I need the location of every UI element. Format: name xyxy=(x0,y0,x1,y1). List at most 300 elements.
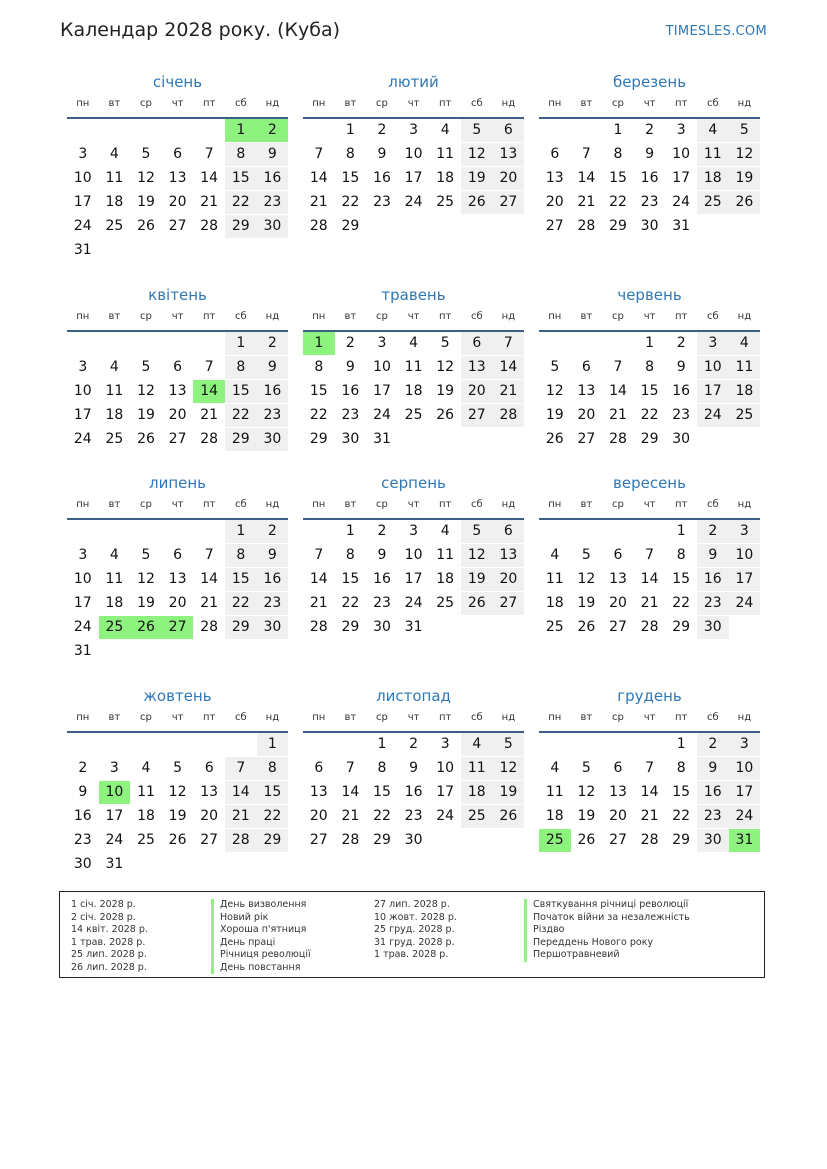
day-cell: 12 xyxy=(137,170,155,186)
legend-date: 25 лип. 2028 р. xyxy=(71,949,147,960)
day-cell: 4 xyxy=(109,547,119,563)
day-cell: 20 xyxy=(168,407,187,423)
weekday-label: нд xyxy=(501,712,516,723)
day-cell: 4 xyxy=(550,760,560,776)
legend-date: 10 жовт. 2028 р. xyxy=(374,911,457,923)
day-cell: 20 xyxy=(493,568,525,591)
day-cell: 18 xyxy=(105,595,124,611)
weekday-label: пн xyxy=(548,311,562,322)
day-cell: 17 xyxy=(697,380,729,403)
day-cell: 17 xyxy=(404,571,423,587)
day-cell: 12 xyxy=(461,143,493,166)
day-cell: 28 xyxy=(309,218,328,234)
day-cell: 16 xyxy=(672,383,691,399)
day-cell: 18 xyxy=(105,194,124,210)
day-cell: 10 xyxy=(436,760,455,776)
holiday-day-cell: 14 xyxy=(193,380,225,403)
brand-logo-text[interactable]: TIMESLES.COM xyxy=(665,24,767,39)
weekday-label: вт xyxy=(344,98,357,109)
day-cell: 1 xyxy=(225,332,257,355)
day-cell: 16 xyxy=(404,784,423,800)
day-cell: 4 xyxy=(141,760,151,776)
weekday-label: вт xyxy=(580,98,593,109)
day-cell: 26 xyxy=(577,832,596,848)
day-cell: 30 xyxy=(640,218,659,234)
day-cell: 29 xyxy=(373,832,391,848)
weekday-label: сб xyxy=(234,98,247,109)
day-cell: 11 xyxy=(105,383,124,399)
day-cell: 29 xyxy=(640,431,659,447)
weekday-label: сб xyxy=(470,98,483,109)
day-cell: 7 xyxy=(314,146,324,162)
day-cell: 14 xyxy=(225,781,257,804)
day-cell: 29 xyxy=(341,218,360,234)
weekday-label: ср xyxy=(612,98,624,109)
day-cell: 9 xyxy=(257,143,289,166)
day-cell: 20 xyxy=(609,595,627,611)
day-cell: 28 xyxy=(341,832,360,848)
weekday-label: чт xyxy=(643,712,656,723)
day-cell: 22 xyxy=(225,191,257,214)
legend-holiday-name: День повстання xyxy=(211,962,311,975)
day-cell: 9 xyxy=(345,359,355,375)
day-cell: 23 xyxy=(257,404,289,427)
day-cell: 27 xyxy=(461,404,493,427)
day-cell: 25 xyxy=(137,832,155,848)
day-cell: 22 xyxy=(225,404,257,427)
legend-names-right xyxy=(524,899,690,962)
weekday-label: ср xyxy=(140,712,152,723)
day-cell: 27 xyxy=(577,431,596,447)
day-cell: 5 xyxy=(141,146,151,162)
day-cell: 5 xyxy=(141,359,151,375)
day-cell: 19 xyxy=(436,383,455,399)
month-name: червень xyxy=(617,286,682,304)
month-name: квітень xyxy=(148,286,207,304)
day-cell: 1 xyxy=(613,122,623,138)
weekday-label: нд xyxy=(737,98,752,109)
day-cell: 24 xyxy=(73,218,92,234)
weekday-label: вт xyxy=(580,499,593,510)
weekday-label: нд xyxy=(265,311,280,322)
day-cell: 6 xyxy=(581,359,591,375)
day-cell: 11 xyxy=(105,170,124,186)
day-cell: 21 xyxy=(225,805,257,828)
day-cell: 19 xyxy=(545,407,564,423)
day-cell: 21 xyxy=(309,595,328,611)
day-cell: 22 xyxy=(373,808,391,824)
legend-holiday-name: Різдво xyxy=(524,924,690,937)
day-cell: 5 xyxy=(461,520,493,543)
day-cell: 9 xyxy=(676,359,686,375)
day-cell: 11 xyxy=(137,784,155,800)
day-cell: 5 xyxy=(729,119,761,142)
legend-date: 1 трав. 2028 р. xyxy=(374,949,449,960)
day-cell: 16 xyxy=(257,568,289,591)
legend-date: 2 січ. 2028 р. xyxy=(71,911,136,923)
day-cell: 10 xyxy=(73,571,92,587)
weekday-label: пн xyxy=(548,499,562,510)
day-cell: 18 xyxy=(436,571,455,587)
legend-date: 31 груд. 2028 р. xyxy=(374,936,455,948)
weekday-label: нд xyxy=(501,98,516,109)
legend-holiday-name: Річниця революції xyxy=(211,949,311,962)
day-cell: 4 xyxy=(440,122,450,138)
day-cell: 28 xyxy=(493,404,525,427)
page-title: Календар 2028 року. (Куба) xyxy=(60,19,341,41)
day-cell: 6 xyxy=(550,146,560,162)
day-cell: 23 xyxy=(373,194,391,210)
day-cell: 15 xyxy=(341,571,360,587)
day-cell: 12 xyxy=(493,757,525,780)
day-cell: 27 xyxy=(609,832,627,848)
day-cell: 26 xyxy=(137,218,155,234)
day-cell: 15 xyxy=(672,784,691,800)
day-cell: 11 xyxy=(404,359,423,375)
weekday-label: вт xyxy=(580,712,593,723)
day-cell: 5 xyxy=(550,359,560,375)
weekday-label: вт xyxy=(108,499,121,510)
day-cell: 14 xyxy=(200,571,219,587)
weekday-label: вт xyxy=(344,712,357,723)
day-cell: 26 xyxy=(545,431,564,447)
day-cell: 4 xyxy=(109,146,119,162)
day-cell: 8 xyxy=(257,757,289,780)
weekday-label: сб xyxy=(706,98,719,109)
legend-holiday-name: День визволення xyxy=(211,899,311,912)
legend-holiday-name: День праці xyxy=(211,937,311,950)
weekday-label: пт xyxy=(675,499,688,510)
day-cell: 18 xyxy=(436,170,455,186)
legend-holiday-name: Переддень Нового року xyxy=(524,937,690,950)
day-cell: 23 xyxy=(257,191,289,214)
day-cell: 20 xyxy=(168,194,187,210)
day-cell: 24 xyxy=(404,194,423,210)
day-cell: 22 xyxy=(309,407,328,423)
day-cell: 24 xyxy=(73,619,92,635)
month-name: липень xyxy=(148,474,207,492)
day-cell: 28 xyxy=(225,829,257,852)
day-cell: 28 xyxy=(200,619,219,635)
day-cell: 1 xyxy=(676,523,686,539)
day-cell: 29 xyxy=(225,616,257,639)
day-cell: 3 xyxy=(109,760,119,776)
day-cell: 23 xyxy=(373,595,391,611)
day-cell: 20 xyxy=(309,808,328,824)
day-cell: 15 xyxy=(373,784,391,800)
day-cell: 23 xyxy=(73,832,92,848)
day-cell: 29 xyxy=(341,619,360,635)
weekday-label: нд xyxy=(737,712,752,723)
day-cell: 29 xyxy=(309,431,328,447)
day-cell: 21 xyxy=(640,595,659,611)
day-cell: 14 xyxy=(493,356,525,379)
day-cell: 23 xyxy=(257,592,289,615)
day-cell: 8 xyxy=(345,146,355,162)
day-cell: 24 xyxy=(672,194,691,210)
legend-date: 25 груд. 2028 р. xyxy=(374,924,455,935)
weekday-label: пт xyxy=(203,98,216,109)
day-cell: 14 xyxy=(577,170,596,186)
day-cell: 24 xyxy=(697,404,729,427)
day-cell: 23 xyxy=(341,407,360,423)
day-cell: 2 xyxy=(377,523,387,539)
day-cell: 18 xyxy=(105,407,124,423)
day-cell: 5 xyxy=(173,760,183,776)
day-cell: 21 xyxy=(493,380,525,403)
weekday-label: нд xyxy=(501,311,516,322)
weekday-label: чт xyxy=(643,311,656,322)
day-cell: 11 xyxy=(729,356,761,379)
day-cell: 9 xyxy=(257,356,289,379)
day-cell: 12 xyxy=(545,383,564,399)
day-cell: 24 xyxy=(404,595,423,611)
day-cell: 25 xyxy=(105,218,124,234)
day-cell: 30 xyxy=(697,829,729,852)
day-cell: 28 xyxy=(309,619,328,635)
day-cell: 8 xyxy=(225,143,257,166)
day-cell: 13 xyxy=(309,784,328,800)
day-cell: 31 xyxy=(672,218,691,234)
day-cell: 23 xyxy=(697,592,729,615)
weekday-label: нд xyxy=(737,311,752,322)
day-cell: 13 xyxy=(200,784,219,800)
day-cell: 3 xyxy=(729,520,761,543)
month-name: лютий xyxy=(388,73,439,91)
day-cell: 7 xyxy=(204,547,214,563)
day-cell: 14 xyxy=(609,383,627,399)
day-cell: 12 xyxy=(168,784,187,800)
day-cell: 22 xyxy=(225,592,257,615)
day-cell: 13 xyxy=(168,383,187,399)
day-cell: 15 xyxy=(225,568,257,591)
day-cell: 16 xyxy=(697,568,729,591)
legend-date: 1 січ. 2028 р. xyxy=(71,899,136,910)
day-cell: 26 xyxy=(436,407,455,423)
day-cell: 20 xyxy=(577,407,596,423)
day-cell: 21 xyxy=(640,808,659,824)
weekday-label: ср xyxy=(376,712,388,723)
day-cell: 8 xyxy=(225,356,257,379)
weekday-label: чт xyxy=(643,499,656,510)
day-cell: 3 xyxy=(697,332,729,355)
weekday-label: сб xyxy=(706,499,719,510)
day-cell: 31 xyxy=(373,431,391,447)
day-cell: 31 xyxy=(73,643,92,659)
day-cell: 25 xyxy=(729,404,761,427)
day-cell: 14 xyxy=(640,784,659,800)
day-cell: 24 xyxy=(105,832,124,848)
day-cell: 16 xyxy=(257,380,289,403)
day-cell: 11 xyxy=(545,571,564,587)
day-cell: 9 xyxy=(645,146,655,162)
day-cell: 26 xyxy=(461,191,493,214)
day-cell: 25 xyxy=(461,805,493,828)
weekday-label: ср xyxy=(376,98,388,109)
day-cell: 10 xyxy=(404,146,423,162)
day-cell: 15 xyxy=(609,170,627,186)
day-cell: 7 xyxy=(493,332,525,355)
day-cell: 21 xyxy=(577,194,596,210)
day-cell: 26 xyxy=(577,619,596,635)
day-cell: 4 xyxy=(550,547,560,563)
day-cell: 17 xyxy=(404,170,423,186)
day-cell: 4 xyxy=(109,359,119,375)
day-cell: 16 xyxy=(373,571,391,587)
day-cell: 7 xyxy=(645,760,655,776)
day-cell: 4 xyxy=(461,733,493,756)
day-cell: 19 xyxy=(168,808,187,824)
weekday-label: пт xyxy=(439,98,452,109)
day-cell: 17 xyxy=(73,407,92,423)
day-cell: 16 xyxy=(341,383,360,399)
day-cell: 21 xyxy=(341,808,360,824)
day-cell: 17 xyxy=(436,784,455,800)
day-cell: 22 xyxy=(609,194,627,210)
weekday-label: чт xyxy=(407,499,420,510)
day-cell: 26 xyxy=(461,592,493,615)
legend-holiday-name: Новий рік xyxy=(211,912,311,925)
day-cell: 23 xyxy=(672,407,691,423)
day-cell: 9 xyxy=(697,757,729,780)
legend-date: 14 квіт. 2028 р. xyxy=(71,924,148,935)
day-cell: 15 xyxy=(640,383,659,399)
weekday-label: сб xyxy=(706,311,719,322)
legend-dates-right xyxy=(374,899,457,962)
day-cell: 27 xyxy=(609,619,627,635)
weekday-label: пн xyxy=(312,712,326,723)
day-cell: 6 xyxy=(461,332,493,355)
day-cell: 12 xyxy=(137,383,155,399)
day-cell: 10 xyxy=(73,170,92,186)
day-cell: 29 xyxy=(225,215,257,238)
weekday-label: сб xyxy=(234,712,247,723)
month-name: жовтень xyxy=(143,687,212,705)
day-cell: 11 xyxy=(436,146,455,162)
weekday-label: ср xyxy=(612,311,624,322)
day-cell: 6 xyxy=(493,520,525,543)
day-cell: 13 xyxy=(168,571,187,587)
legend-holiday-name: Початок війни за незалежність xyxy=(524,912,690,925)
day-cell: 3 xyxy=(440,736,450,752)
day-cell: 10 xyxy=(697,356,729,379)
day-cell: 18 xyxy=(137,808,155,824)
day-cell: 8 xyxy=(225,544,257,567)
day-cell: 5 xyxy=(581,547,591,563)
day-cell: 21 xyxy=(609,407,627,423)
day-cell: 9 xyxy=(409,760,419,776)
day-cell: 6 xyxy=(173,359,183,375)
weekday-label: пн xyxy=(312,499,326,510)
month-name: листопад xyxy=(376,687,451,705)
day-cell: 7 xyxy=(204,359,214,375)
weekday-label: чт xyxy=(171,712,184,723)
day-cell: 3 xyxy=(377,335,387,351)
day-cell: 18 xyxy=(404,383,423,399)
weekday-label: пт xyxy=(675,712,688,723)
weekday-label: пт xyxy=(439,712,452,723)
weekday-label: нд xyxy=(265,712,280,723)
day-cell: 14 xyxy=(341,784,360,800)
day-cell: 1 xyxy=(645,335,655,351)
weekday-label: сб xyxy=(470,499,483,510)
holiday-day-cell: 25 xyxy=(99,616,131,639)
day-cell: 15 xyxy=(257,781,289,804)
day-cell: 15 xyxy=(225,380,257,403)
holiday-day-cell: 26 xyxy=(130,616,162,639)
weekday-label: чт xyxy=(171,499,184,510)
weekday-label: вт xyxy=(344,311,357,322)
day-cell: 21 xyxy=(200,194,219,210)
day-cell: 7 xyxy=(314,547,324,563)
day-cell: 28 xyxy=(609,431,627,447)
day-cell: 3 xyxy=(78,146,88,162)
day-cell: 20 xyxy=(545,194,564,210)
day-cell: 2 xyxy=(697,520,729,543)
weekday-label: пт xyxy=(203,499,216,510)
day-cell: 8 xyxy=(645,359,655,375)
day-cell: 2 xyxy=(377,122,387,138)
day-cell: 24 xyxy=(729,592,761,615)
day-cell: 31 xyxy=(105,856,124,872)
legend-holiday-name: Святкування річниці революції xyxy=(524,899,690,912)
day-cell: 16 xyxy=(373,170,391,186)
weekday-label: чт xyxy=(171,98,184,109)
day-cell: 25 xyxy=(697,191,729,214)
holiday-day-cell: 1 xyxy=(303,332,335,355)
weekday-label: чт xyxy=(407,98,420,109)
day-cell: 16 xyxy=(257,167,289,190)
day-cell: 17 xyxy=(672,170,691,186)
day-cell: 13 xyxy=(577,383,596,399)
day-cell: 8 xyxy=(314,359,324,375)
day-cell: 30 xyxy=(672,431,691,447)
day-cell: 14 xyxy=(200,170,219,186)
day-cell: 19 xyxy=(461,568,493,591)
day-cell: 29 xyxy=(225,428,257,451)
day-cell: 28 xyxy=(577,218,596,234)
day-cell: 11 xyxy=(105,571,124,587)
day-cell: 6 xyxy=(173,547,183,563)
day-cell: 28 xyxy=(200,218,219,234)
day-cell: 27 xyxy=(168,431,187,447)
day-cell: 12 xyxy=(461,544,493,567)
day-cell: 24 xyxy=(373,407,391,423)
day-cell: 14 xyxy=(640,571,659,587)
day-cell: 6 xyxy=(613,547,623,563)
holiday-day-cell: 1 xyxy=(225,119,257,142)
day-cell: 11 xyxy=(545,784,564,800)
month-name: грудень xyxy=(617,687,682,705)
day-cell: 24 xyxy=(73,431,92,447)
day-cell: 29 xyxy=(672,832,691,848)
day-cell: 29 xyxy=(609,218,627,234)
day-cell: 9 xyxy=(377,146,387,162)
day-cell: 9 xyxy=(697,544,729,567)
month-name: березень xyxy=(612,73,687,91)
day-cell: 25 xyxy=(436,595,455,611)
day-cell: 21 xyxy=(200,407,219,423)
day-cell: 8 xyxy=(676,547,686,563)
weekday-label: ср xyxy=(140,311,152,322)
day-cell: 27 xyxy=(493,191,525,214)
day-cell: 12 xyxy=(137,571,155,587)
weekday-label: вт xyxy=(108,98,121,109)
day-cell: 2 xyxy=(257,332,289,355)
day-cell: 9 xyxy=(78,784,88,800)
day-cell: 18 xyxy=(729,380,761,403)
day-cell: 19 xyxy=(137,595,155,611)
